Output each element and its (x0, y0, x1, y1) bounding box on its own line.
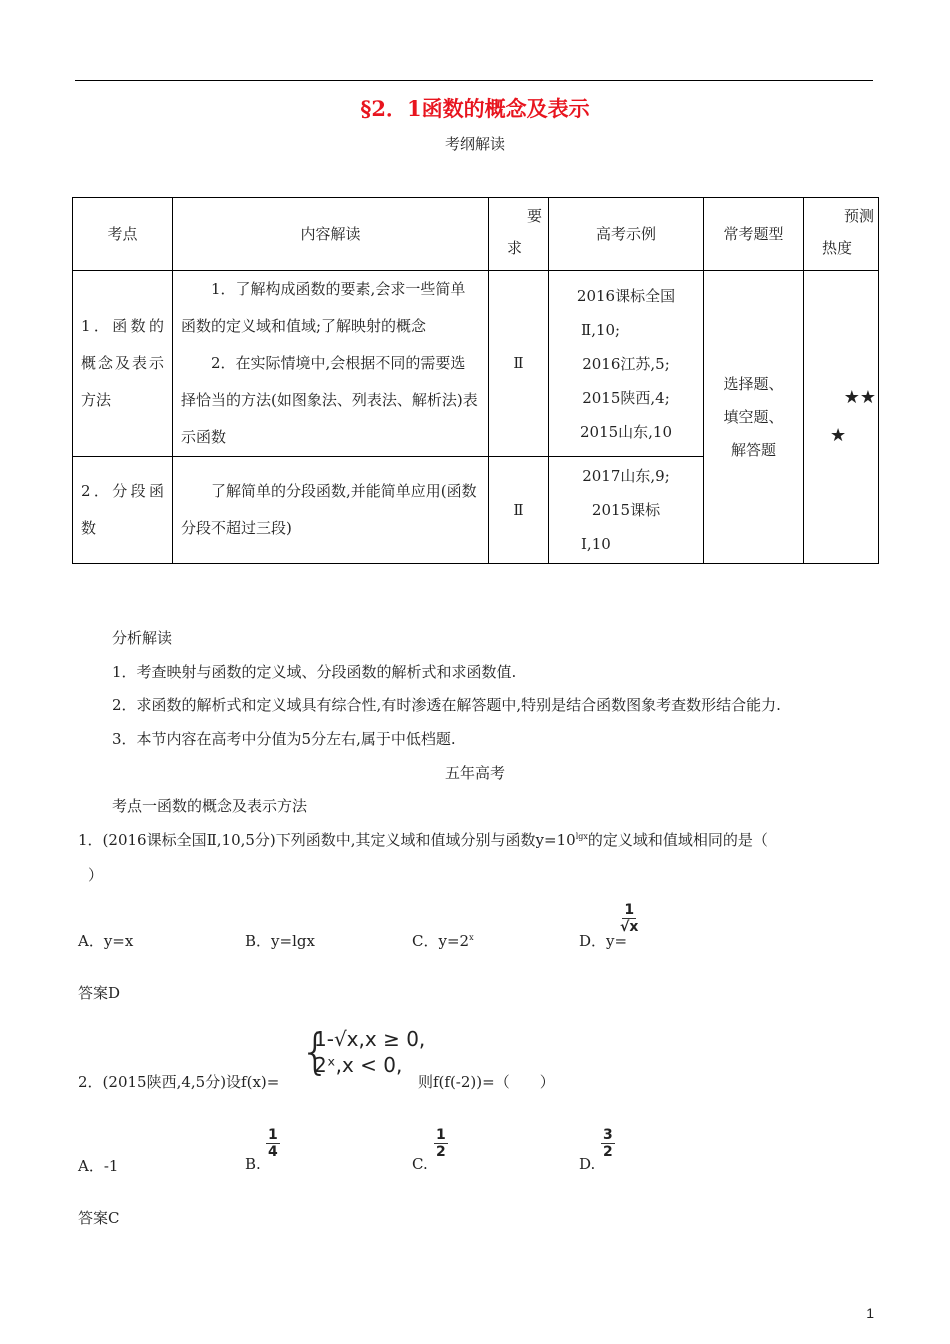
header-req-2: 求 (507, 239, 523, 257)
q2-piece-1: 1-√x,x ≥ 0, (314, 1027, 426, 1051)
q2-option-b-fraction (266, 1125, 280, 1160)
q2-c-num: 1 (436, 1127, 446, 1143)
types-3: 解答题 (730, 440, 776, 459)
table-header-row (73, 198, 879, 271)
q2-option-c-fraction (434, 1125, 448, 1160)
header-heat-2: 热度 (822, 239, 853, 257)
heat-rating (804, 271, 879, 564)
q1-option-c (412, 930, 474, 951)
q2-c-den: 2 (436, 1144, 446, 1160)
analysis-item-2: 2．求函数的解析式和定义域具有综合性,有时渗透在解答题中,特别是结合函数图象考查数形结合能力. (112, 696, 781, 714)
point-heading: 考点一函数的概念及表示方法 (112, 797, 308, 815)
q1-d-den: √x (620, 919, 639, 935)
q1-d-num: 1 (624, 902, 635, 918)
q2-d-den: 2 (603, 1144, 613, 1160)
analysis-heading: 分析解读 (112, 629, 173, 647)
q2-b-den: 4 (268, 1144, 278, 1160)
q1-stem-sup: lgx (575, 832, 588, 841)
row1-content (173, 271, 489, 457)
q2-brace: { (300, 1024, 331, 1080)
analysis-item-3: 3．本节内容在高考中分值为5分左右,属于中低档题. (112, 730, 456, 748)
analysis-item-1: 1．考查映射与函数的定义域、分段函数的解析式和求函数值. (112, 663, 517, 681)
q2-option-d: D. (579, 1155, 596, 1173)
q2-d-num: 3 (603, 1127, 613, 1143)
row2-ex-3: Ⅰ,10 (581, 535, 611, 553)
q2-option-a: A．-1 (78, 1157, 119, 1175)
q2-option-b: B. (245, 1155, 261, 1173)
q2-stem-b: 则f(f(-2))=（ ） (418, 1073, 555, 1091)
row1-examples (549, 271, 704, 457)
five-years-heading: 五年高考 (444, 764, 505, 782)
q1-option-c-sup: x (469, 933, 474, 942)
row2-content: 了解简单的分段函数,并能简单应用(函数分段不超过三段) (173, 457, 489, 564)
row1-ex-3: 2016江苏,5; (582, 354, 670, 373)
section-subtitle: 考纲解读 (444, 135, 505, 153)
q1-option-b: B．y=lgx (245, 932, 315, 950)
row1-point: 1．函数的概念及表示方法 (73, 271, 173, 457)
row1-ex-1: 2016课标全国 (576, 286, 676, 305)
page-number: 1 (866, 1305, 874, 1321)
q1-option-c-text: C．y=2 (412, 932, 470, 950)
row1-content-2: 2．在实际情境中,会根据不同的需要选择恰当的方法(如图象法、列表法、解析法)表示函数 (181, 354, 478, 446)
q1-stem-close: ） (88, 866, 104, 884)
q2-piece-2: 2ˣ,x < 0, (314, 1053, 403, 1077)
row2-examples (549, 457, 704, 564)
question-types (704, 271, 804, 564)
row1-content-1: 1．了解构成函数的要素,会求一些简单函数的定义域和值域;了解映射的概念 (181, 280, 466, 335)
q2-stem-a: 2．(2015陕西,4,5分)设f(x)= (78, 1073, 280, 1091)
header-examples: 高考示例 (549, 198, 704, 271)
q2-answer: 答案C (78, 1209, 120, 1227)
q1-answer: 答案D (78, 984, 121, 1002)
q1-stem-b: 的定义域和值域相同的是（ (587, 831, 768, 849)
row1-ex-2: Ⅱ,10; (581, 320, 621, 339)
header-requirement (489, 198, 549, 271)
q1-option-d-fraction (620, 900, 638, 935)
syllabus-table (72, 197, 879, 564)
row2-point: 2．分段函数 (73, 457, 173, 564)
types-1: 选择题、 (723, 374, 784, 393)
heat-stars-2: ★ (830, 425, 847, 446)
q1-stem (78, 829, 768, 850)
types-2: 填空题、 (723, 407, 784, 426)
header-req-1: 要 (526, 207, 542, 225)
q1-option-d: D．y= (579, 932, 628, 950)
row2-requirement: Ⅱ (489, 457, 549, 564)
q2-option-d-fraction (601, 1125, 615, 1160)
q1-stem-a: 1．(2016课标全国Ⅱ,10,5分)下列函数中,其定义域和值域分别与函数y=10 (78, 831, 576, 849)
header-heat (804, 198, 879, 271)
table-row (73, 271, 879, 457)
heat-stars-1: ★★ (843, 387, 876, 408)
row2-ex-2: 2015课标 (591, 501, 661, 519)
page-title: §2．1函数的概念及表示 (360, 96, 590, 121)
q2-option-c: C. (412, 1155, 428, 1173)
header-rule (75, 80, 873, 81)
q1-option-a: A．y=x (78, 932, 134, 950)
row1-ex-4: 2015陕西,4; (582, 388, 670, 407)
header-heat-1: 预测 (843, 207, 874, 225)
row2-ex-1: 2017山东,9; (582, 467, 670, 485)
row1-requirement: Ⅱ (489, 271, 549, 457)
q2-b-num: 1 (268, 1127, 278, 1143)
header-types: 常考题型 (704, 198, 804, 271)
header-point: 考点 (73, 198, 173, 271)
header-content: 内容解读 (173, 198, 489, 271)
row1-ex-5: 2015山东,10 (579, 422, 673, 441)
